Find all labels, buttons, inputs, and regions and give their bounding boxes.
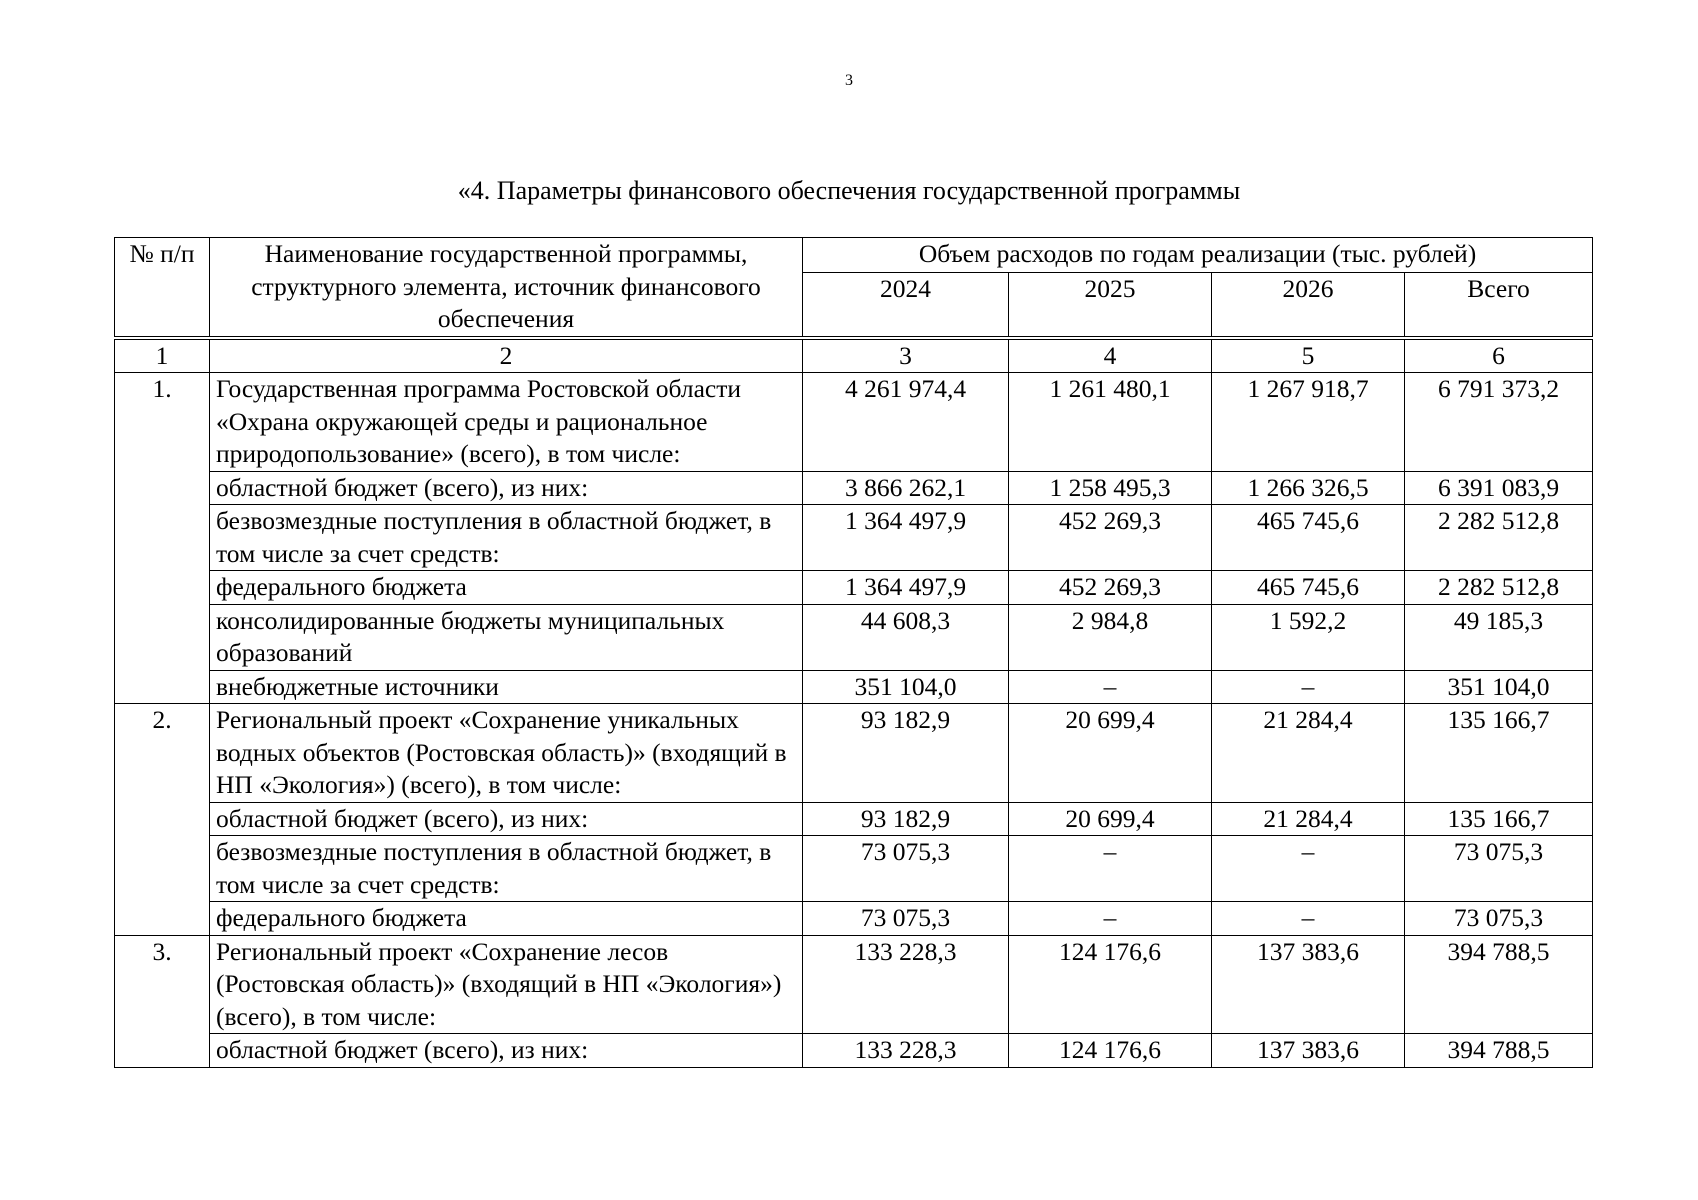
row-name: безвозмездные поступления в областной бюджет, в том числе за счет средств: (210, 505, 803, 571)
header-expense-group: Объем расходов по годам реализации (тыс. рублей) (803, 238, 1593, 273)
value-total: 49 185,3 (1405, 604, 1593, 670)
value-total: 73 075,3 (1405, 902, 1593, 936)
value-2024: 44 608,3 (803, 604, 1009, 670)
value-2026: – (1212, 902, 1405, 936)
value-2026: 465 745,6 (1212, 505, 1405, 571)
value-2025: 2 984,8 (1009, 604, 1212, 670)
table-row (115, 571, 1593, 605)
value-2026: 21 284,4 (1212, 802, 1405, 836)
value-2026: 1 592,2 (1212, 604, 1405, 670)
value-2026: 137 383,6 (1212, 935, 1405, 1034)
table-row (115, 670, 1593, 704)
value-2026: 1 266 326,5 (1212, 471, 1405, 505)
table-row (115, 373, 1593, 472)
value-total: 6 791 373,2 (1405, 373, 1593, 472)
header-year-2026: 2026 (1212, 273, 1405, 338)
row-index: 2. (115, 704, 210, 936)
value-total: 351 104,0 (1405, 670, 1593, 704)
row-name: областной бюджет (всего), из них: (210, 1034, 803, 1068)
column-number: 6 (1405, 338, 1593, 373)
table-row (115, 935, 1593, 1034)
value-total: 135 166,7 (1405, 802, 1593, 836)
column-number: 2 (210, 338, 803, 373)
value-total: 394 788,5 (1405, 935, 1593, 1034)
table-row (115, 471, 1593, 505)
value-2025: – (1009, 670, 1212, 704)
value-2024: 1 364 497,9 (803, 505, 1009, 571)
row-name: консолидированные бюджеты муниципальных образований (210, 604, 803, 670)
row-index: 3. (115, 935, 210, 1067)
header-name: Наименование государственной программы, структурного элемента, источник финансового обеспечения (210, 238, 803, 338)
row-name: Региональный проект «Сохранение уникальных водных объектов (Ростовская область)» (входящий в НП «Экология») (всего), в том числе: (210, 704, 803, 803)
column-number: 5 (1212, 338, 1405, 373)
row-name: Государственная программа Ростовской области «Охрана окружающей среды и рациональное природопользование» (всего), в том числе: (210, 373, 803, 472)
header-year-2024: 2024 (803, 273, 1009, 338)
value-2026: – (1212, 836, 1405, 902)
value-2024: 133 228,3 (803, 1034, 1009, 1068)
value-2026: 465 745,6 (1212, 571, 1405, 605)
table-row (115, 902, 1593, 936)
column-number: 1 (115, 338, 210, 373)
header-num: № п/п (115, 238, 210, 338)
financing-table (114, 237, 1593, 1068)
value-2024: 4 261 974,4 (803, 373, 1009, 472)
header-year-2025: 2025 (1009, 273, 1212, 338)
value-2026: 137 383,6 (1212, 1034, 1405, 1068)
table-row (115, 836, 1593, 902)
value-2024: 93 182,9 (803, 802, 1009, 836)
value-2025: 452 269,3 (1009, 571, 1212, 605)
table-row (115, 704, 1593, 803)
value-2025: – (1009, 836, 1212, 902)
row-name: федерального бюджета (210, 571, 803, 605)
row-name: областной бюджет (всего), из них: (210, 471, 803, 505)
value-2024: 73 075,3 (803, 836, 1009, 902)
table-row (115, 1034, 1593, 1068)
table-row (115, 604, 1593, 670)
row-name: внебюджетные источники (210, 670, 803, 704)
value-2025: 20 699,4 (1009, 704, 1212, 803)
value-2026: 21 284,4 (1212, 704, 1405, 803)
row-name: областной бюджет (всего), из них: (210, 802, 803, 836)
column-number: 4 (1009, 338, 1212, 373)
value-total: 135 166,7 (1405, 704, 1593, 803)
header-total: Всего (1405, 273, 1593, 338)
value-2025: 20 699,4 (1009, 802, 1212, 836)
value-2025: 1 261 480,1 (1009, 373, 1212, 472)
column-number: 3 (803, 338, 1009, 373)
document-title: «4. Параметры финансового обеспечения государственной программы (457, 176, 1241, 205)
column-numbers-row (115, 338, 1593, 373)
value-2025: 124 176,6 (1009, 935, 1212, 1034)
value-total: 394 788,5 (1405, 1034, 1593, 1068)
value-2024: 93 182,9 (803, 704, 1009, 803)
value-2024: 351 104,0 (803, 670, 1009, 704)
value-2026: 1 267 918,7 (1212, 373, 1405, 472)
value-2024: 1 364 497,9 (803, 571, 1009, 605)
value-2025: – (1009, 902, 1212, 936)
value-2025: 1 258 495,3 (1009, 471, 1212, 505)
value-2025: 452 269,3 (1009, 505, 1212, 571)
value-total: 6 391 083,9 (1405, 471, 1593, 505)
row-index: 1. (115, 373, 210, 704)
value-2024: 133 228,3 (803, 935, 1009, 1034)
row-name: Региональный проект «Сохранение лесов (Ростовская область)» (входящий в НП «Экология») (всего), в том числе: (210, 935, 803, 1034)
row-name: федерального бюджета (210, 902, 803, 936)
value-2025: 124 176,6 (1009, 1034, 1212, 1068)
value-total: 73 075,3 (1405, 836, 1593, 902)
value-total: 2 282 512,8 (1405, 505, 1593, 571)
value-2024: 73 075,3 (803, 902, 1009, 936)
value-total: 2 282 512,8 (1405, 571, 1593, 605)
table-row (115, 802, 1593, 836)
value-2024: 3 866 262,1 (803, 471, 1009, 505)
page-number: 3 (845, 72, 853, 89)
value-2026: – (1212, 670, 1405, 704)
row-name: безвозмездные поступления в областной бюджет, в том числе за счет средств: (210, 836, 803, 902)
table-row (115, 505, 1593, 571)
